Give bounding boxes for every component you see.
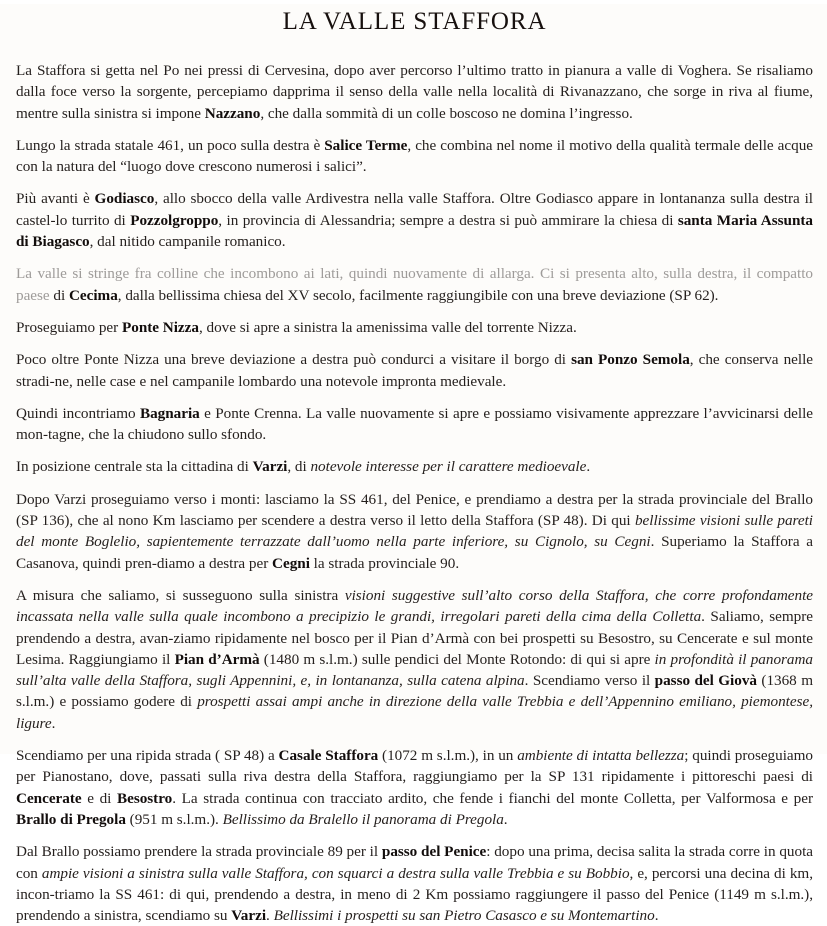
paragraph xyxy=(16,60,813,124)
paragraph xyxy=(16,585,813,734)
place-name-bold: Bagnaria xyxy=(139,404,200,422)
faded-scan-line: La valle si stringe fra colline che incombono ai lati, quindi nuovamente di allarga. Ci si presenta alto, sulla destra, il compatto paese xyxy=(16,265,813,304)
text-run: . xyxy=(266,907,274,925)
document-body xyxy=(16,60,813,926)
text-run: Proseguiamo per xyxy=(16,318,122,336)
text-run: Quindi incontriamo xyxy=(16,404,140,422)
text-run: Dal Brallo possiamo prendere la strada provinciale 89 per il xyxy=(16,843,382,861)
place-name-bold: Brallo di Pregola xyxy=(16,810,126,828)
text-run: , allo sbocco della valle Ardivestra nella valle Staffora. Oltre Godiasco appare in lontananza sulla destra il castel-lo turrito di xyxy=(16,190,813,229)
emphasis-italic: in profondità il panorama sull’alta valle della Staffora, sugli Appennini, e, in lontananza, sulla catena alpina xyxy=(16,650,813,690)
place-name-bold: passo del Giovà xyxy=(654,672,757,690)
text-run: (1368 m s.l.m.) e possiamo godere di xyxy=(16,672,813,711)
text-run: , che dalla sommità di un colle boscoso ne domina l’ingresso. xyxy=(260,104,633,122)
text-run: e Ponte Crenna. La valle nuovamente si apre e possiamo visivamente apprezzare l’avvicinarsi delle mon-tagne, che la chiudono sullo sfondo. xyxy=(16,404,813,444)
text-run: . xyxy=(654,907,659,925)
place-name-bold: Cencerate xyxy=(16,789,82,807)
text-run: , di xyxy=(287,458,311,476)
place-name-bold: Varzi xyxy=(252,458,288,476)
text-run: Più avanti è xyxy=(16,190,95,208)
emphasis-italic: ampie visioni a sinistra sulla valle Staffora, con squarci a destra sulla valle Trebbia e su Bobbio xyxy=(41,864,630,882)
paragraph xyxy=(16,317,813,338)
place-name-bold: Varzi xyxy=(231,907,267,925)
paragraph xyxy=(16,188,813,252)
text-run: A misura che saliamo, si susseguono sulla sinistra xyxy=(16,586,345,604)
text-run: . La strada continua con tracciato ardito, che fende i fianchi del monte Colletta, per Valformosa e per xyxy=(172,789,813,807)
emphasis-italic: Bellissimi i prospetti su san Pietro Casasco e su Montemartino xyxy=(273,907,655,925)
place-name-bold: san Ponzo Semola xyxy=(571,351,690,369)
paragraph xyxy=(16,745,813,830)
emphasis-italic: notevole interesse per il carattere medioevale xyxy=(310,458,587,476)
text-run: . Saliamo, sempre prendendo a destra, avan-ziamo ripidamente nel bosco per il Pian d’Armà con bei prospetti su Besostro, su Cencerate e sul monte Lesima. Raggiungiamo il xyxy=(16,608,813,668)
paragraph xyxy=(16,841,813,926)
paragraph xyxy=(16,403,813,446)
emphasis-italic: ambiente di intatta bellezza xyxy=(517,747,685,765)
place-name-bold: Pian d’Armà xyxy=(174,650,260,668)
text-run: , dalla bellissima chiesa del XV secolo, facilmente raggiungibile con una breve deviazione (SP 62). xyxy=(117,286,719,304)
paragraph xyxy=(16,489,813,574)
place-name-bold: Salice Terme xyxy=(324,136,408,154)
text-run: (1480 m s.l.m.) sulle pendici del Monte Rotondo: di qui si apre xyxy=(259,650,655,668)
place-name-bold: Godiasco xyxy=(94,190,155,208)
document-page xyxy=(0,4,827,925)
place-name-bold: Pozzolgroppo xyxy=(130,211,219,229)
place-name-bold: Besostro xyxy=(117,789,173,807)
text-run: , che combina nel nome il motivo della qualità termale delle acque con la natura del “luogo dove crescono numerosi i salici”. xyxy=(16,136,813,176)
paragraph xyxy=(16,263,813,306)
text-run: La Staffora si getta nel Po nei pressi di Cervesina, dopo aver percorso l’ultimo tratto in pianura a valle di Voghera. Se risaliamo dalla foce verso la sorgente, percepiamo dapprima il senso della valle nella località di Rivanazzano, che sorge in riva al fiume, mentre sulla sinistra si impone xyxy=(16,62,813,122)
text-run: di xyxy=(49,286,69,304)
place-name-bold: Cecima xyxy=(68,286,118,304)
page-title: LA VALLE STAFFORA xyxy=(282,8,547,35)
text-run: , e, percorsi una decina di km, incon-triamo la SS 461: di qui, prendendo a destra, in meno di 2 Km possiamo raggiungere il passo del Penice (1149 m s.l.m.), prendendo a sinistra, scendiamo su xyxy=(16,864,813,925)
paragraph xyxy=(16,135,813,178)
emphasis-italic: visioni suggestive sull’alto corso della Staffora, che corre profondamente incassata nella valle sulla quale incombono a precipizio le grandi, irregolari pareti della cima della Colletta xyxy=(16,586,813,626)
place-name-bold: santa Maria Assunta di Biagasco xyxy=(16,211,813,251)
place-name-bold: Cegni xyxy=(272,554,310,572)
text-run: . xyxy=(51,714,56,732)
place-name-bold: Casale Staffora xyxy=(278,747,379,765)
emphasis-italic: prospetti assai ampi anche in direzione della valle Trebbia e dell’Appennino emiliano, piemontese, ligure xyxy=(16,693,813,732)
text-run: . Scendiamo verso il xyxy=(524,672,655,690)
text-run: Scendiamo per una ripida strada ( SP 48) a xyxy=(16,747,279,765)
text-run: , che conserva nelle stradi-ne, nelle case e nel campanile lombardo una notevole impronta medievale. xyxy=(16,351,814,390)
text-run: . Superiamo la Staffora a Casanova, quindi pren-diamo a destra per xyxy=(16,533,813,572)
emphasis-italic: bellissime visioni sulle pareti del monte Boglelio, sapientemente terrazzate dall’uomo nella parte inferiore, su Cignolo, su Cegni xyxy=(16,512,813,551)
text-run: , dal nitido campanile romanico. xyxy=(89,233,286,251)
text-run: e di xyxy=(81,789,117,807)
place-name-bold: passo del Penice xyxy=(381,843,487,861)
text-run: Poco oltre Ponte Nizza una breve deviazione a destra può condurci a visitare il borgo di xyxy=(16,351,572,369)
text-run: , in provincia di Alessandria; sempre a destra si può ammirare la chiesa di xyxy=(218,211,678,229)
text-run: Dopo Varzi proseguiamo verso i monti: lasciamo la SS 461, del Penice, e prendiamo a destra per la strada provinciale del Brallo (SP 136), che al nono Km lasciamo per scendere a destra verso il letto della Staffora (SP 48). Di qui xyxy=(16,490,813,530)
emphasis-italic: Bellissimo da Bralello il panorama di Pregola xyxy=(222,810,504,828)
text-run: (1072 m s.l.m.), in un xyxy=(378,747,518,765)
text-run: : dopo una prima, decisa salita la strada corre in quota con xyxy=(16,843,813,882)
text-run: (951 m s.l.m.). xyxy=(125,810,223,828)
text-run: la strada provinciale 90. xyxy=(309,554,460,572)
text-run: . xyxy=(503,810,508,828)
text-run: ; quindi proseguiamo per Pianostano, dove, passati sulla riva destra della Staffora, raggiungiamo per la SP 131 ripidamente i pittoreschi paesi di xyxy=(16,747,813,786)
place-name-bold: Ponte Nizza xyxy=(121,318,199,336)
paragraph xyxy=(16,349,813,392)
place-name-bold: Nazzano xyxy=(204,104,261,122)
text-run: In posizione centrale sta la cittadina di xyxy=(16,458,253,476)
text-run: , dove si apre a sinistra la amenissima valle del torrente Nizza. xyxy=(198,318,577,336)
text-run: Lungo la strada statale 461, un poco sulla destra è xyxy=(16,136,325,154)
text-run: . xyxy=(586,458,591,476)
paragraph xyxy=(16,456,813,477)
